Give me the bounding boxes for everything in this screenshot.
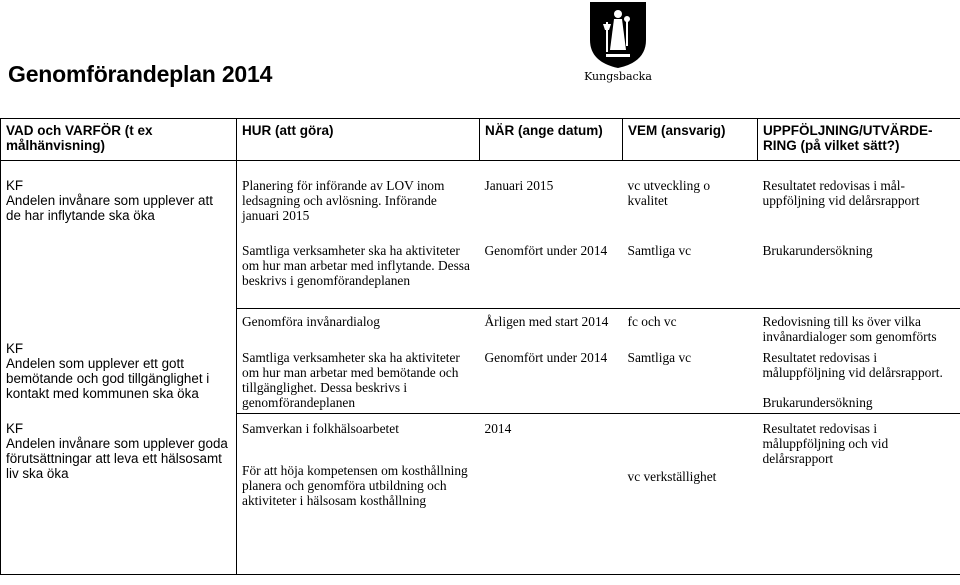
table-row — [1, 309, 960, 348]
hur-cell: Samtliga verksamheter ska ha aktiviteter om hur man arbetar med bemötande och tillgänglighet. Dessa beskrivs i genomförandeplanen — [237, 347, 480, 414]
header-nar: NÄR (ange datum) — [480, 119, 623, 161]
goal-kf: KF — [6, 420, 24, 436]
vem-cell: vc utveckling o kvalitet — [627, 178, 711, 208]
hur-cell — [237, 414, 480, 575]
header-vem: VEM (ansvarig) — [623, 119, 758, 161]
hur-text-2: För att höja kompetensen om kosthållning planera och genomföra utbildning och aktiviteter i hälsosam kosthållning — [242, 463, 468, 508]
hur-cell: Planering för införande av LOV inom ledsagning och avlösning. Införande januari 2015 — [242, 178, 445, 223]
header-hur: HUR (att göra) — [237, 119, 480, 161]
uppf-text-2: Brukarundersökning — [762, 395, 873, 410]
logo-text: Kungsbacka — [584, 70, 652, 83]
hur-cell: Samtliga verksamheter ska ha aktiviteter om hur man arbetar med inflytande. Dessa beskrivs i genomförandeplanen — [242, 243, 470, 288]
uppf-text: Resultatet redovisas i måluppföljning vid delårsrapport. — [762, 350, 943, 380]
uppf-cell — [758, 347, 960, 414]
vem-cell: Samtliga vc — [627, 243, 692, 258]
goal-kf: KF — [6, 340, 24, 356]
nar-cell: Årligen med start 2014 — [484, 314, 609, 329]
plan-table — [0, 118, 960, 575]
header-vad: VAD och VARFÖR (t ex målhänvisning) — [1, 119, 237, 161]
header-row — [1, 119, 960, 161]
vem-cell: vc verkställighet — [623, 414, 758, 575]
page-title: Genomförandeplan 2014 — [8, 61, 273, 87]
goal-kf: KF — [6, 178, 24, 193]
vem-cell: fc och vc — [627, 314, 677, 329]
uppf-cell: Brukarundersökning — [758, 233, 960, 308]
header-uppfoljning: UPPFÖLJNING/UTVÄRDE-RING (på vilket sätt?) — [758, 119, 960, 161]
vem-cell: Samtliga vc — [623, 347, 758, 414]
nar-cell: 2014 — [480, 414, 623, 575]
goal-text: Andelen invånare som upplever goda förutsättningar att leva ett hälsosamt liv ska öka — [6, 435, 228, 481]
table-row — [1, 414, 960, 575]
goal-cell — [1, 414, 237, 575]
hur-text: Samverkan i folkhälsoarbetet — [242, 421, 399, 436]
uppf-cell: Resultatet redovisas i måluppföljning och vid delårsrapport — [758, 414, 960, 575]
goal-text: Andelen som upplever ett gott bemötande och god tillgänglighet i kontakt med kommunen ska öka — [6, 355, 210, 401]
hur-cell: Genomföra invånardialog — [242, 314, 380, 329]
uppf-cell: Resultatet redovisas i mål-uppföljning vid delårsrapport — [758, 161, 960, 234]
nar-cell: Genomfört under 2014 — [480, 347, 623, 414]
uppf-cell: Redovisning till ks över vilka invånardialoger som genomförts — [758, 309, 960, 348]
table-row — [1, 161, 960, 234]
nar-cell: Genomfört under 2014 — [484, 243, 608, 258]
nar-cell: Januari 2015 — [484, 178, 554, 193]
goal-cell — [1, 161, 237, 309]
goal-cell — [1, 309, 237, 414]
goal-text: Andelen invånare som upplever att de har inflytande ska öka — [6, 193, 213, 223]
